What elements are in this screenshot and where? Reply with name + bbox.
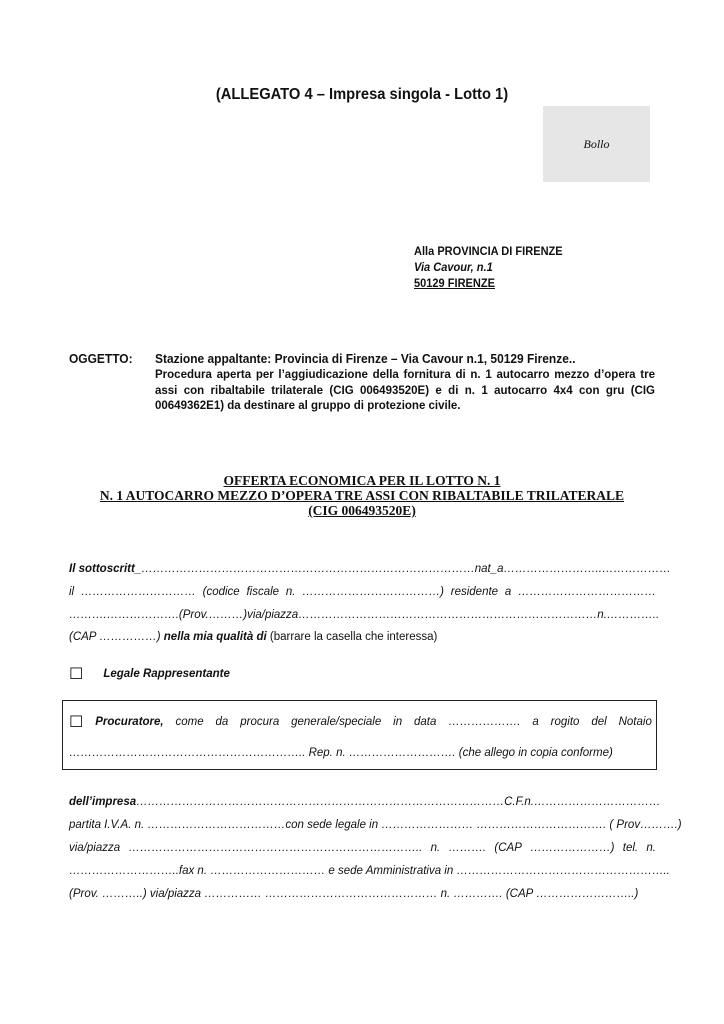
word: n. xyxy=(646,842,656,854)
word: n. xyxy=(597,609,607,621)
word: (CAP xyxy=(494,842,522,854)
fill-dots: …………………………………………………………………………………… xyxy=(136,796,505,808)
form-line-sottoscritto xyxy=(69,563,671,575)
word: data xyxy=(414,715,437,728)
procuratore-line-2: …………………………………………………….. Rep. n. ………………………. (che allego in copia conforme) xyxy=(69,747,613,759)
fax-sede-line: fax n. ………………………… e sede Amministrativa in ……………………………………………….. xyxy=(178,865,670,877)
word: rogito xyxy=(550,715,580,728)
recipient-line-3: 50129 FIRENZE xyxy=(414,276,496,290)
impresa-line-4 xyxy=(69,865,670,877)
impresa-line-3 xyxy=(69,842,656,854)
option-legale-rappresentante[interactable] xyxy=(69,664,230,683)
impresa-label: dell’impresa xyxy=(69,796,137,808)
word: via/piazza xyxy=(69,842,121,854)
fill-dots: …………………………… xyxy=(533,796,661,808)
qualita-label: nella mia qualità di xyxy=(163,631,267,643)
instruction-text: (barrare la casella che interessa) xyxy=(269,631,438,643)
word: il xyxy=(69,586,75,598)
word: come xyxy=(175,715,204,728)
fill-dots: ……………………………… xyxy=(517,586,656,598)
procuratore-box xyxy=(62,700,657,770)
fill-dots: ………………………… xyxy=(80,586,196,598)
fill-dots: ………………………………………………………………….. xyxy=(128,842,423,854)
word: C.F. xyxy=(504,796,525,808)
word: via/piazza xyxy=(247,609,299,621)
word: (codice xyxy=(202,586,240,598)
fill-dots: ………. xyxy=(448,842,487,854)
procuratore-line-1 xyxy=(69,712,652,731)
word: tel. xyxy=(622,842,639,854)
word: a xyxy=(532,715,539,728)
word: Notaio xyxy=(618,715,652,728)
word: n. xyxy=(430,842,441,854)
recipient-address xyxy=(414,243,563,291)
word: residente xyxy=(450,586,499,598)
offerta-line-2: N. 1 AUTOCARRO MEZZO D’OPERA TRE ASSI CON RIBALTABILE TRILATERALE xyxy=(99,488,625,503)
form-line-prov-via xyxy=(69,609,660,621)
impresa-line-2 xyxy=(69,819,682,831)
word: a xyxy=(497,563,504,575)
word: n. xyxy=(285,586,296,598)
nato-label: nat_ xyxy=(474,563,498,575)
fill-dots: ……………………….. xyxy=(69,865,179,877)
fill-dots: …………………) xyxy=(530,842,615,854)
cap-field: (CAP ……………) xyxy=(69,631,161,643)
procuratore-label: Procuratore, xyxy=(95,715,164,728)
fill-dots: ………….. xyxy=(606,609,660,621)
checkbox-icon[interactable]: ☐ xyxy=(69,712,84,731)
word: a xyxy=(504,586,512,598)
partita-iva-line: partita I.V.A. n. ………………………………con sede legale in …………………… ……………………………. ( Prov……….) xyxy=(69,819,682,831)
fill-dots: …………………………………………………………………… xyxy=(298,609,598,621)
impresa-line-1 xyxy=(69,796,661,808)
word: n. xyxy=(524,796,534,808)
bollo-label: Bollo xyxy=(583,136,610,151)
recipient-line-1: Alla PROVINCIA DI FIRENZE xyxy=(414,244,563,258)
word: in xyxy=(393,715,403,728)
word: procura xyxy=(240,715,280,728)
word: da xyxy=(215,715,229,728)
fill-dots: ………………………………) xyxy=(302,586,444,598)
word: fiscale xyxy=(246,586,280,598)
checkbox-icon[interactable]: ☐ xyxy=(69,664,84,683)
bollo-stamp-box xyxy=(543,106,650,182)
sottoscritto-label: Il sottoscritt_ xyxy=(69,563,142,575)
word: generale/speciale xyxy=(291,715,382,728)
fill-dots: …………………………………………………………………………… xyxy=(141,563,475,575)
offerta-heading xyxy=(60,473,664,518)
fill-dots: ……………………..……………… xyxy=(503,563,671,575)
form-line-codice-fiscale xyxy=(69,586,656,598)
recipient-line-2: Via Cavour, n.1 xyxy=(414,260,493,274)
offerta-line-1: OFFERTA ECONOMICA PER IL LOTTO N. 1 xyxy=(223,473,501,488)
oggetto-heading: Stazione appaltante: Provincia di Firenze – Via Cavour n.1, 50129 Firenze.. xyxy=(155,351,576,366)
oggetto-body: Procedura aperta per l’aggiudicazione della fornitura di n. 1 autocarro mezzo d’opera tre assi con ribaltabile trilaterale (CIG 006493520E) e di n. 1 autocarro 4x4 con gru (CIG 00649362E1) da destinare al gruppo di protezione civile. xyxy=(155,369,655,412)
word: del xyxy=(591,715,607,728)
prov-field: ……….……………….(Prov. xyxy=(69,609,209,621)
document-title: (ALLEGATO 4 – Impresa singola - Lotto 1) xyxy=(215,86,509,103)
form-line-cap-qualita xyxy=(69,631,437,643)
fill-dots: ………) xyxy=(208,609,248,621)
offerta-line-3: (CIG 006493520E) xyxy=(308,503,416,518)
oggetto-label: OGGETTO: xyxy=(69,351,133,366)
impresa-line-5: (Prov. ………..) via/piazza …………… ……………………………………… n. …………. (CAP ……………………..) xyxy=(69,888,639,900)
fill-dots: ………………. xyxy=(448,715,521,728)
legale-label: Legale Rappresentante xyxy=(103,667,230,680)
